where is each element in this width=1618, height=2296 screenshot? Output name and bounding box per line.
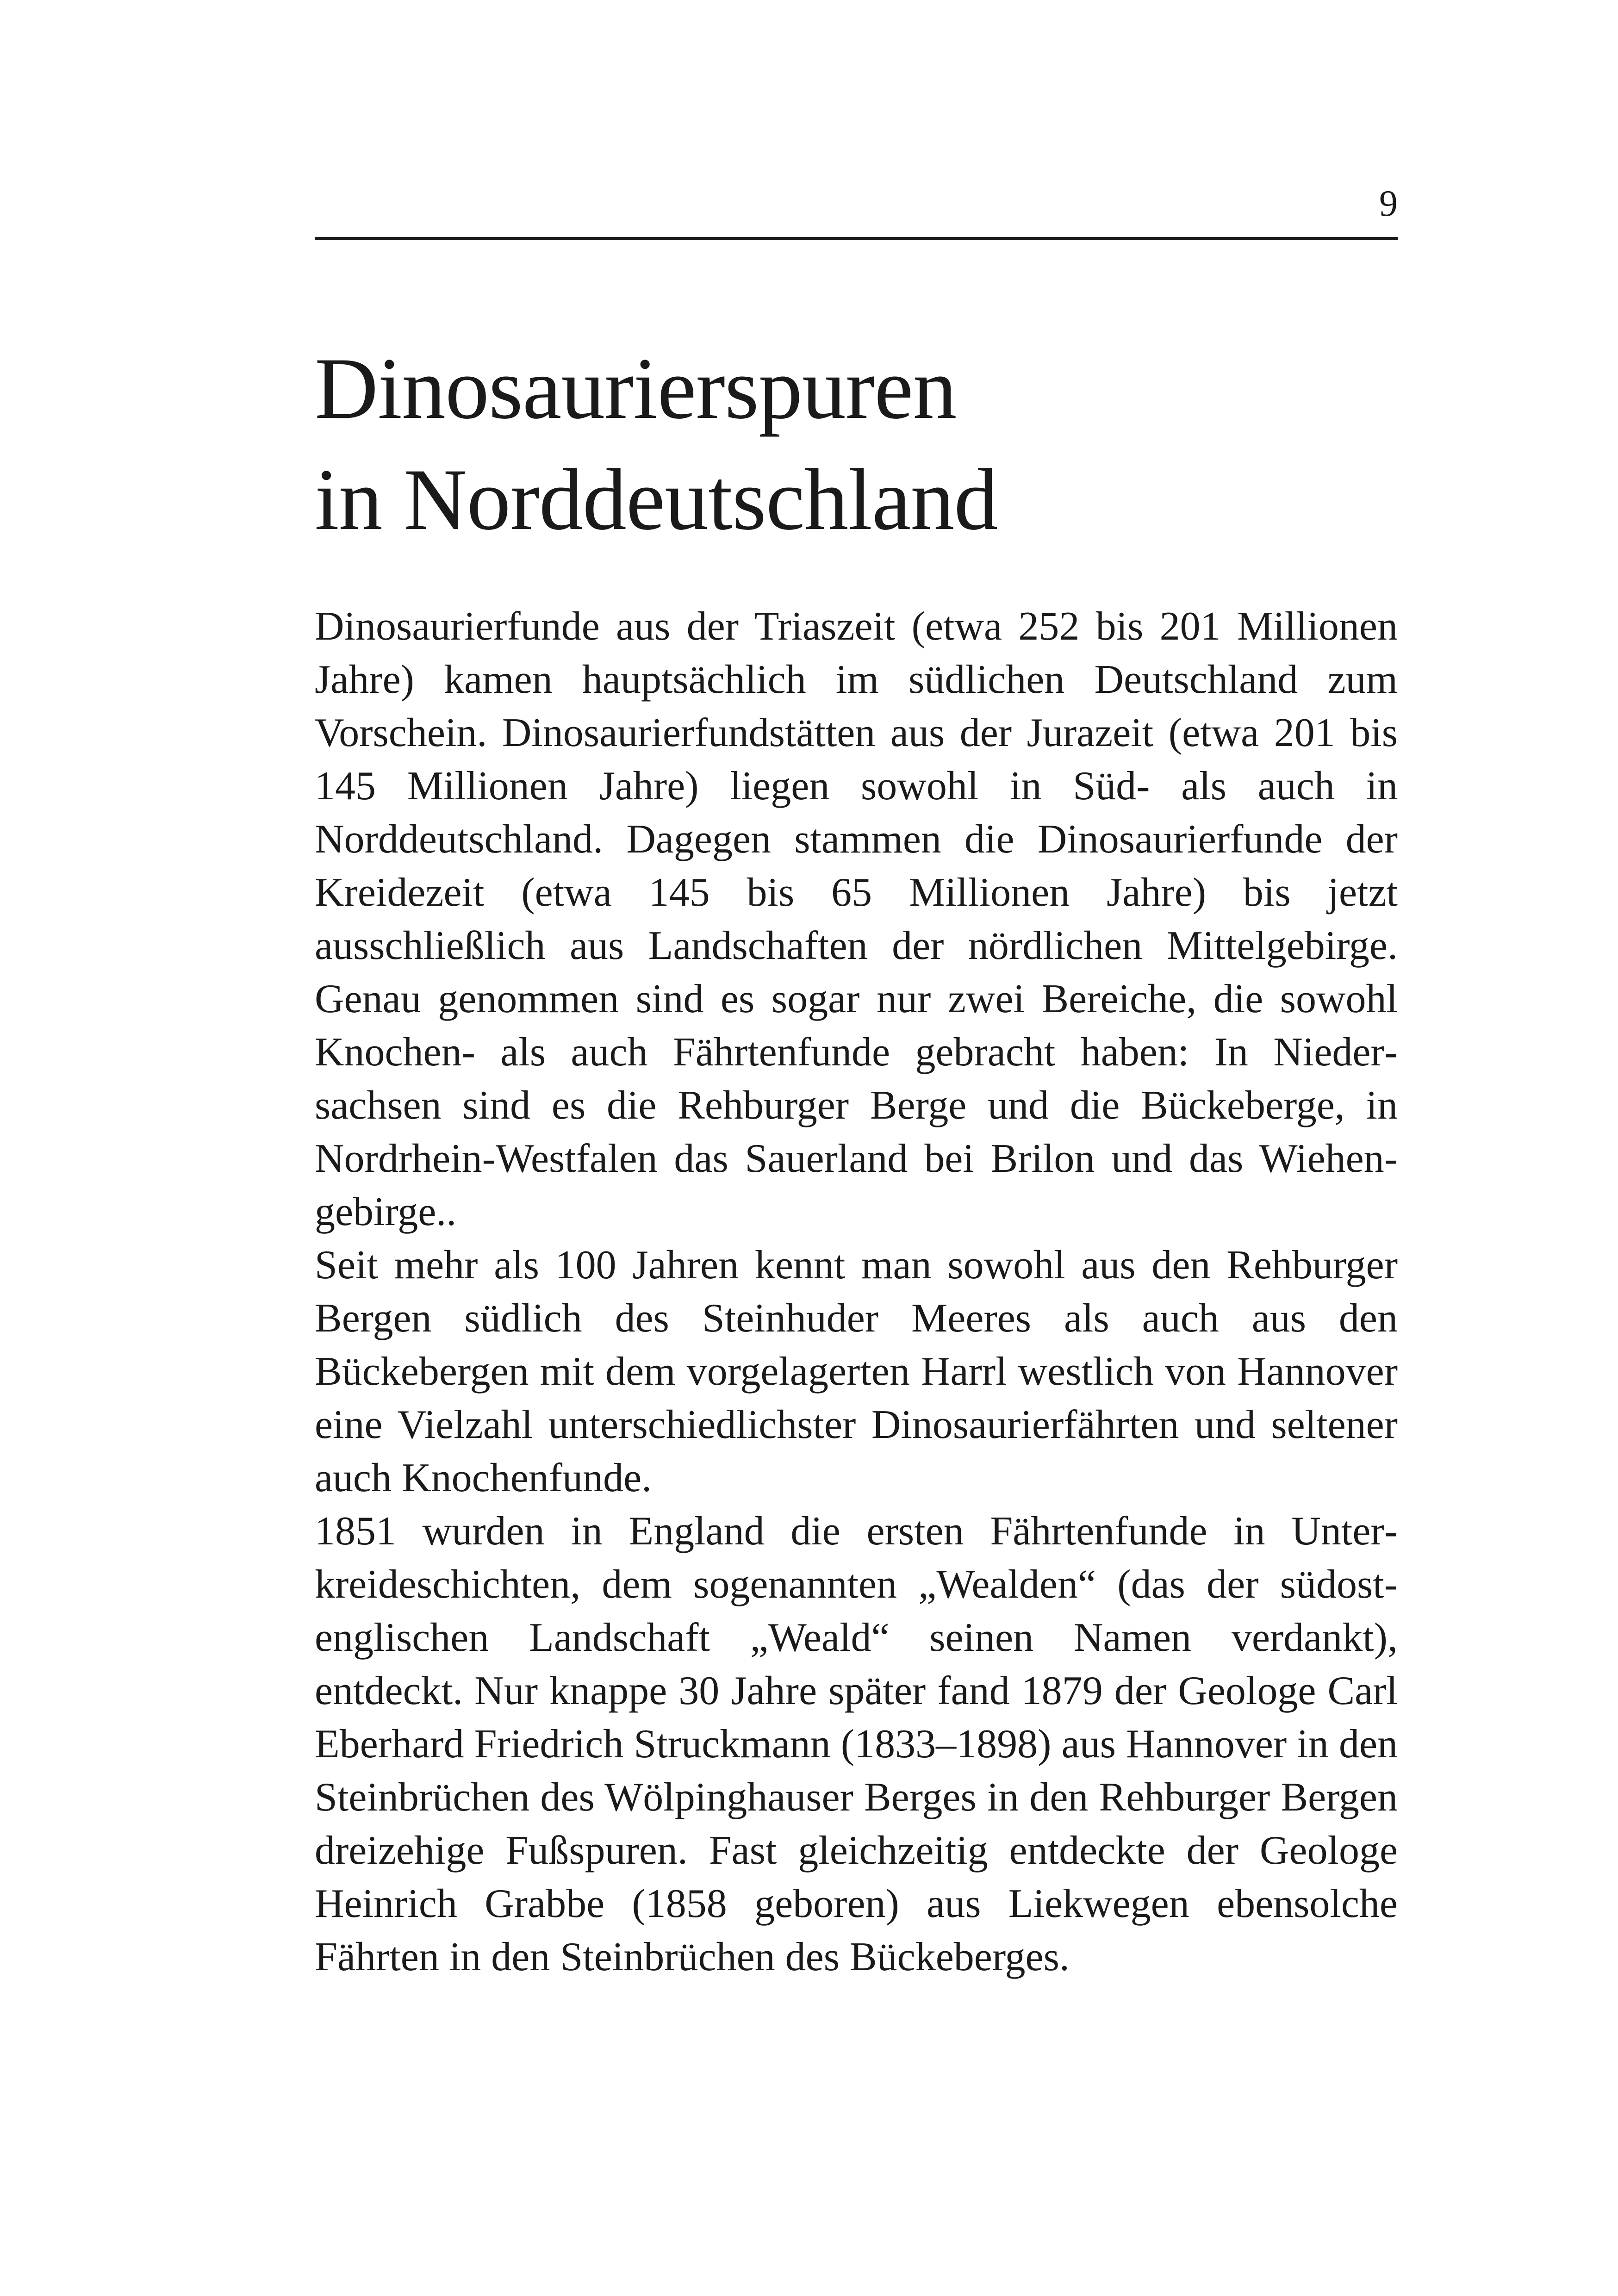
- chapter-title-line-2: in Norddeutschland: [315, 451, 998, 548]
- paragraph-1: Dinosaurierfunde aus der Triaszeit (etwa 252 bis 201 Millionen Jahre) kamen hauptsächlich im südlichen Deutschland zum Vorschein. Dinosaurierfundstätten aus der Jurazeit (etwa 201 bis 145 Millionen Jahre) liegen sowohl in Süd- als auch in Norddeutschland. Dagegen stammen die Dinosaurierfunde der Kreidezeit (etwa 145 bis 65 Millionen Jahre) bis jetzt ausschließlich aus Landschaften der nördlichen Mittelgebirge. Genau genommen sind es sogar nur zwei Bereiche, die sowohl Knochen- als auch Fährtenfunde gebracht haben: In Niedersachsen sind es die Rehburger Berge und die Bückeberge, in Nordrhein-Westfalen das Sauerland bei Brilon und das Wiehengebirge..: [315, 604, 1398, 1234]
- chapter-title: [315, 333, 1398, 555]
- header-rule: [315, 237, 1398, 240]
- page-number: 9: [1379, 183, 1398, 224]
- paragraph-3: 1851 wurden in England die ersten Fährtenfunde in Unterkreideschichten, dem sogenannten „Wealden“ (das der südostenglischen Landschaft „Weald“ seinen Namen verdankt), entdeckt. Nur knappe 30 Jahre später fand 1879 der Geologe Carl Eberhard Friedrich Struckmann (1833–1898) aus Hannover in den Steinbrüchen des Wölpinghauser Berges in den Rehburger Bergen dreizehige Fußspuren. Fast gleichzeitig entdeckte der Geologe Heinrich Grabbe (1858 geboren) aus Liekwegen ebensolche Fährten in den Steinbrüchen des Bückeberges.: [315, 1509, 1398, 1979]
- chapter-title-line-1: Dinosaurierspuren: [315, 340, 957, 437]
- body-text: [315, 600, 1398, 1984]
- paragraph-2: Seit mehr als 100 Jahren kennt man sowohl aus den Rehburger Bergen südlich des Steinhuder Meeres als auch aus den Bückebergen mit dem vorgelagerten Harrl westlich von Hannover eine Vielzahl unterschiedlichster Dinosaurierfährten und seltener auch Knochenfunde.: [315, 1243, 1398, 1500]
